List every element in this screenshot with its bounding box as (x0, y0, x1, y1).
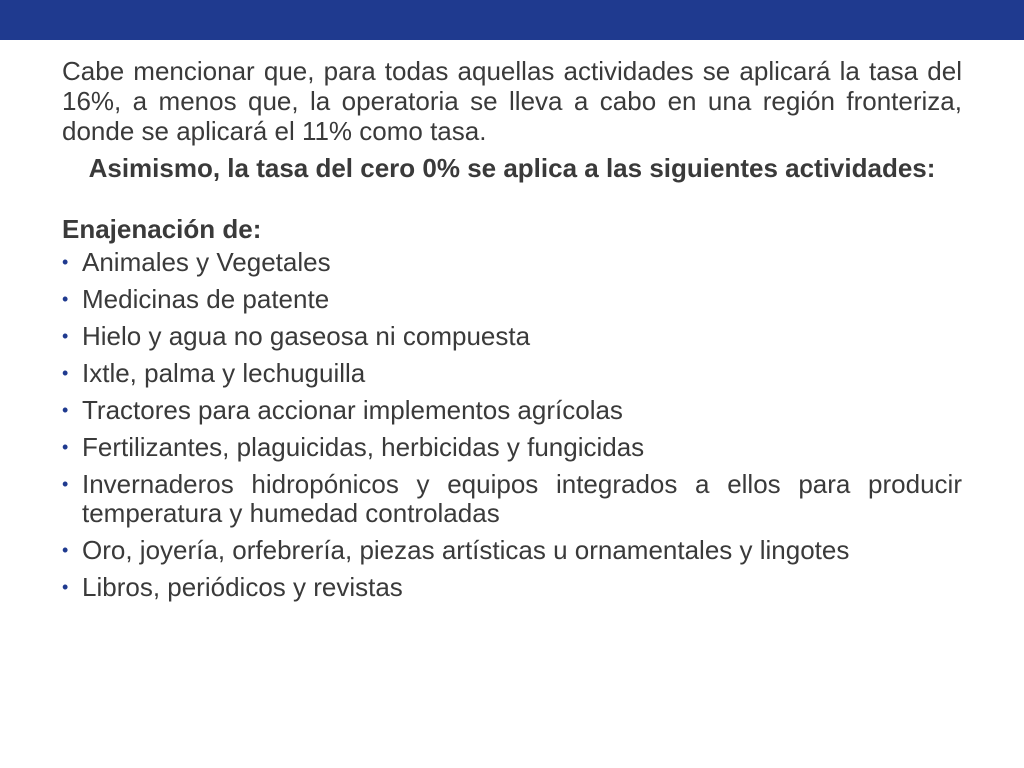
activity-list (62, 248, 962, 602)
list-item-text: Hielo y agua no gaseosa ni compuesta (82, 321, 531, 351)
bullet-icon: • (62, 289, 69, 309)
list-item (62, 322, 962, 351)
list-item-text: Medicinas de patente (82, 284, 330, 314)
list-item (62, 396, 962, 425)
list-item (62, 248, 962, 277)
list-item (62, 470, 962, 528)
slide-content (62, 56, 962, 610)
list-item-text: Libros, periódicos y revistas (82, 572, 403, 602)
bullet-icon: • (62, 400, 69, 420)
list-item (62, 536, 962, 565)
list-item (62, 433, 962, 462)
bullet-icon: • (62, 437, 69, 457)
list-item-text: Fertilizantes, plaguicidas, herbicidas y fungicidas (82, 432, 645, 462)
bullet-icon: • (62, 540, 69, 560)
list-item-text: Tractores para accionar implementos agrícolas (82, 395, 623, 425)
bullet-icon: • (62, 577, 69, 597)
list-heading: Enajenación de: (62, 214, 262, 244)
emphasis-paragraph: Asimismo, la tasa del cero 0% se aplica a las siguientes actividades: (88, 153, 936, 183)
list-item-text: Invernaderos hidropónicos y equipos integrados a ellos para producir temperatura y humedad controladas (82, 469, 962, 528)
header-bar (0, 0, 1024, 40)
list-item (62, 359, 962, 388)
bullet-icon: • (62, 326, 69, 346)
list-item-text: Oro, joyería, orfebrería, piezas artísticas u ornamentales y lingotes (82, 535, 850, 565)
bullet-icon: • (62, 474, 69, 494)
bullet-icon: • (62, 252, 69, 272)
bullet-icon: • (62, 363, 69, 383)
intro-paragraph: Cabe mencionar que, para todas aquellas actividades se aplicará la tasa del 16%, a menos que, la operatoria se lleva a cabo en una región fronteriza, donde se aplicará el 11% como tasa. (62, 56, 962, 146)
list-item (62, 573, 962, 602)
list-item-text: Animales y Vegetales (82, 247, 331, 277)
list-item-text: Ixtle, palma y lechuguilla (82, 358, 366, 388)
list-item (62, 285, 962, 314)
